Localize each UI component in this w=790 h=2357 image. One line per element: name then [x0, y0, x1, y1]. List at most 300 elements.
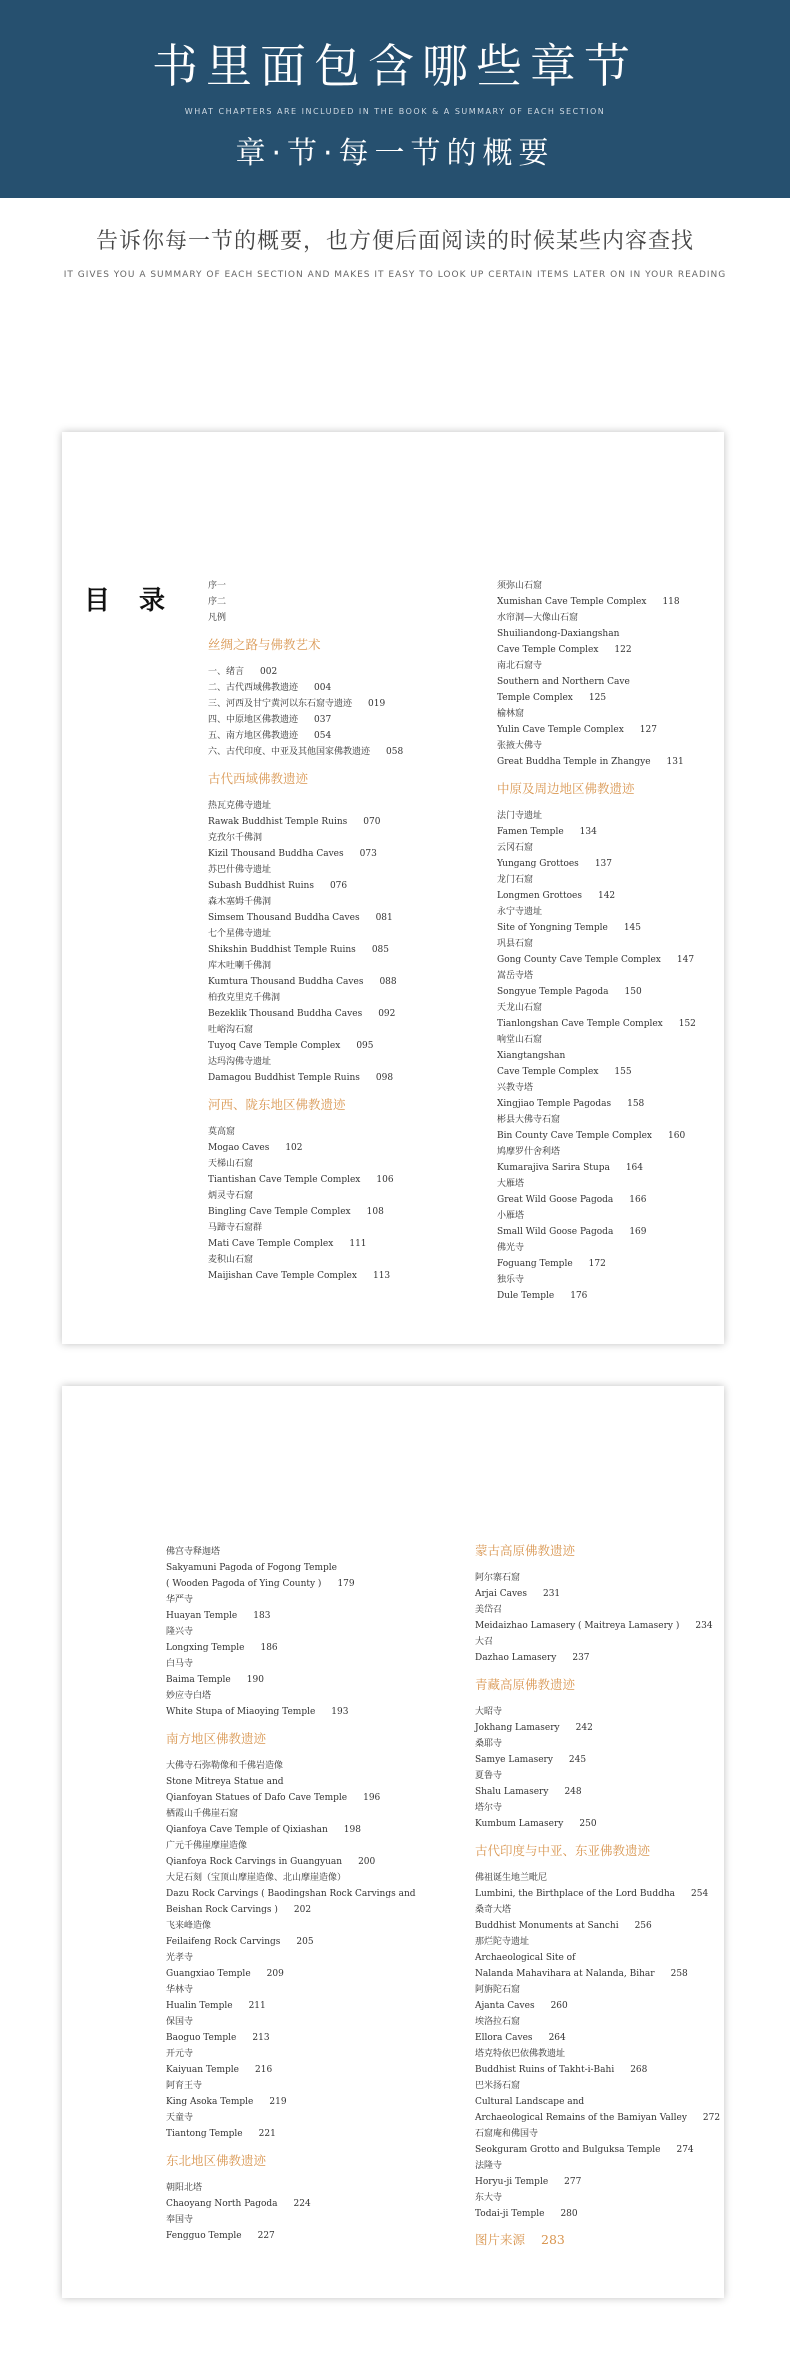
- toc-entry-page: 098: [375, 1073, 394, 1083]
- toc-entry-title: Cave Temple Complex: [497, 645, 599, 655]
- toc-entry-page: 142: [597, 891, 616, 901]
- toc-entry[interactable]: [166, 1544, 406, 1560]
- toc-entry[interactable]: [475, 1752, 720, 1768]
- toc-entry-page: 190: [246, 1675, 264, 1685]
- toc-entry[interactable]: [497, 1032, 722, 1048]
- toc-entry[interactable]: [208, 798, 448, 814]
- toc-entry[interactable]: [208, 814, 448, 830]
- toc-entry[interactable]: [497, 1176, 722, 1192]
- toc-entry-title: 响堂山石窟: [497, 1035, 543, 1045]
- toc-entry-title: Chaoyang North Pagoda: [166, 2199, 278, 2209]
- spacer: [475, 2222, 720, 2232]
- toc-entry[interactable]: [208, 610, 448, 626]
- toc-entry[interactable]: [475, 2174, 720, 2190]
- toc-entry[interactable]: [166, 2180, 406, 2196]
- toc-entry-page: 125: [588, 693, 607, 703]
- toc-entry[interactable]: [166, 2126, 406, 2142]
- toc-entry-page: 106: [376, 1175, 394, 1185]
- toc-entry-title: 天梯山石窟: [208, 1159, 254, 1169]
- toc-entry[interactable]: [475, 2110, 720, 2126]
- toc-entry[interactable]: [166, 1934, 406, 1950]
- toc-entry-title: 华林寺: [166, 1985, 194, 1995]
- toc-entry-title: Tuyoq Cave Temple Complex: [208, 1041, 341, 1051]
- toc-entry[interactable]: [475, 1784, 720, 1800]
- toc-entry[interactable]: [475, 1570, 720, 1586]
- toc-entry[interactable]: [208, 1204, 448, 1220]
- toc-entry[interactable]: [497, 642, 722, 658]
- toc-entry[interactable]: [208, 1220, 448, 1236]
- toc-entry[interactable]: [208, 1268, 448, 1284]
- toc-entry[interactable]: [208, 910, 448, 926]
- toc-entry[interactable]: [475, 1768, 720, 1784]
- toc-entry[interactable]: [166, 1838, 406, 1854]
- toc-entry-page: 260: [550, 2001, 568, 2011]
- toc-entry[interactable]: [497, 1000, 722, 1016]
- toc-entry[interactable]: [166, 2094, 406, 2110]
- toc-entry-page: 205: [296, 1937, 314, 1947]
- toc-entry[interactable]: [497, 856, 722, 872]
- toc-entry[interactable]: [497, 1272, 722, 1288]
- toc-entry-page: 268: [630, 2065, 648, 2075]
- toc-entry[interactable]: [166, 1758, 406, 1774]
- toc-page-1: [62, 432, 724, 1344]
- toc-entry[interactable]: [475, 2126, 720, 2142]
- toc-entry[interactable]: [208, 926, 448, 942]
- toc-entry[interactable]: [208, 846, 448, 862]
- toc-entry[interactable]: [475, 1618, 720, 1634]
- toc-entry-title: 张掖大佛寺: [497, 741, 543, 751]
- toc-entry-title: Todai-ji Temple: [475, 2209, 545, 2219]
- toc-entry[interactable]: [166, 1790, 406, 1806]
- toc-entry-title: 大昭寺: [475, 1707, 503, 1717]
- toc-entry-page: 081: [375, 913, 393, 923]
- toc-entry-title: 佛宫寺释迦塔: [166, 1547, 221, 1557]
- toc-entry-title: 库木吐喇千佛洞: [208, 961, 272, 971]
- toc-entry[interactable]: [497, 674, 722, 690]
- toc-entry-page: 216: [255, 2065, 273, 2075]
- toc-entry-page: 102: [285, 1143, 303, 1153]
- toc-entry[interactable]: [208, 1252, 448, 1268]
- spacer: [475, 1560, 720, 1570]
- toc-entry-page: 166: [629, 1195, 647, 1205]
- toc-entry[interactable]: [208, 696, 448, 712]
- toc-entry[interactable]: [475, 2014, 720, 2030]
- toc-entry[interactable]: [166, 2196, 406, 2212]
- toc-entry[interactable]: [497, 1112, 722, 1128]
- toc-entry-title: 佛祖诞生地兰毗尼: [475, 1873, 548, 1883]
- toc-entry-title: Shalu Lamasery: [475, 1787, 549, 1797]
- toc-entry[interactable]: [166, 2212, 406, 2228]
- toc-entry-title: 隆兴寺: [166, 1627, 194, 1637]
- toc-entry[interactable]: [475, 1982, 720, 1998]
- toc-entry[interactable]: [208, 578, 448, 594]
- toc-entry[interactable]: [166, 1822, 406, 1838]
- toc-entry[interactable]: [497, 824, 722, 840]
- toc-entry-title: 天龙山石窟: [497, 1003, 543, 1013]
- toc-entry-page: 152: [678, 1019, 696, 1029]
- toc-entry-title: Kumtura Thousand Buddha Caves: [208, 977, 364, 987]
- toc-entry[interactable]: [475, 2062, 720, 2078]
- toc-entry-title: Feilaifeng Rock Carvings: [166, 1937, 281, 1947]
- toc-entry-title: 开元寺: [166, 2049, 194, 2059]
- toc-entry-title: 栖霞山千佛崖石窟: [166, 1809, 239, 1819]
- toc-entry-page: 037: [314, 715, 332, 725]
- toc-entry-title: Famen Temple: [497, 827, 564, 837]
- toc-entry[interactable]: [497, 888, 722, 904]
- toc-entry-title: 飞来峰造像: [166, 1921, 212, 1931]
- toc-entry-title: 吐峪沟石窟: [208, 1025, 254, 1035]
- toc-entry[interactable]: [166, 2062, 406, 2078]
- toc-entry[interactable]: [497, 1048, 722, 1064]
- toc-entry[interactable]: [208, 728, 448, 744]
- toc-entry-title: Stone Mitreya Statue and: [166, 1777, 284, 1787]
- toc-entry[interactable]: [166, 1560, 406, 1576]
- toc-entry[interactable]: [166, 1688, 406, 1704]
- toc-entry-title: Dule Temple: [497, 1291, 555, 1301]
- toc-entry-page: 254: [691, 1889, 709, 1899]
- toc-entry[interactable]: [166, 2078, 406, 2094]
- toc-entry[interactable]: [475, 1816, 720, 1832]
- toc-entry[interactable]: [475, 1602, 720, 1618]
- toc-entry[interactable]: [497, 952, 722, 968]
- toc-entry-page: 245: [568, 1755, 587, 1765]
- toc-entry-title: Yulin Cave Temple Complex: [497, 725, 624, 735]
- toc-entry[interactable]: [166, 1624, 406, 1640]
- toc-entry[interactable]: [166, 1870, 406, 1886]
- toc-entry-page: 196: [363, 1793, 381, 1803]
- section-heading: 河西、陇东地区佛教遗迹: [208, 1097, 346, 1112]
- toc-entry[interactable]: [166, 1656, 406, 1672]
- section-heading: 丝绸之路与佛教艺术: [208, 637, 321, 652]
- toc-entry[interactable]: [475, 1720, 720, 1736]
- toc-entry[interactable]: [208, 862, 448, 878]
- toc-entry[interactable]: [475, 1634, 720, 1650]
- toc-entry-page: 264: [548, 2033, 566, 2043]
- toc-entry-title: Maijishan Cave Temple Complex: [208, 1271, 357, 1281]
- toc-entry[interactable]: [208, 1156, 448, 1172]
- section-heading: 东北地区佛教遗迹: [166, 2153, 267, 2168]
- toc-entry-title: Longmen Grottoes: [497, 891, 582, 901]
- toc-entry[interactable]: [208, 1124, 448, 1140]
- toc-entry[interactable]: [166, 2046, 406, 2062]
- toc-entry[interactable]: [497, 706, 722, 722]
- toc-entry[interactable]: [475, 1934, 720, 1950]
- toc-entry-title: Tiantishan Cave Temple Complex: [208, 1175, 361, 1185]
- toc-entry[interactable]: [208, 1054, 448, 1070]
- toc-entry[interactable]: [208, 1172, 448, 1188]
- banner-subtitle-en: WHAT CHAPTERS ARE INCLUDED IN THE BOOK & A SUMMARY OF EACH SECTION: [184, 107, 606, 116]
- toc-entry[interactable]: [497, 1128, 722, 1144]
- spacer: [208, 1114, 448, 1124]
- toc-entry[interactable]: [475, 1918, 720, 1934]
- toc-entry[interactable]: [208, 1070, 448, 1086]
- toc-entry-page: 213: [252, 2033, 270, 2043]
- toc-entry-title: Qianfoya Rock Carvings in Guangyuan: [166, 1857, 343, 1867]
- toc-entry[interactable]: [166, 1854, 406, 1870]
- image-sources-entry[interactable]: [475, 2232, 720, 2248]
- toc-entry[interactable]: [208, 974, 448, 990]
- toc-entry-page: 169: [629, 1227, 647, 1237]
- toc-entry[interactable]: [166, 1576, 406, 1592]
- toc-entry[interactable]: [497, 920, 722, 936]
- section-heading: 蒙古高原佛教遗迹: [475, 1543, 576, 1558]
- toc-entry[interactable]: [166, 2228, 406, 2244]
- toc-entry[interactable]: [497, 936, 722, 952]
- toc-entry-page: 073: [359, 849, 377, 859]
- toc-entry-page: 211: [248, 2001, 266, 2011]
- toc-entry-title: 夏鲁寺: [475, 1771, 503, 1781]
- toc-entry[interactable]: [208, 1236, 448, 1252]
- toc-entry[interactable]: [166, 1950, 406, 1966]
- toc-entry-title: 云冈石窟: [497, 843, 534, 853]
- toc-entry[interactable]: [475, 1950, 720, 1966]
- toc-entry[interactable]: [497, 1064, 722, 1080]
- toc-entry[interactable]: [475, 1886, 720, 1902]
- toc-entry[interactable]: [208, 878, 448, 894]
- toc-entry-page: 164: [625, 1163, 644, 1173]
- toc-entry-page: 076: [329, 881, 348, 891]
- toc-entry-title: 序一: [208, 581, 227, 591]
- toc-entry-page: 145: [623, 923, 642, 933]
- toc-entry[interactable]: [166, 1608, 406, 1624]
- toc-entry-page: 277: [564, 2177, 582, 2187]
- toc-entry-title: 法门寺遗址: [497, 811, 543, 821]
- toc-entry[interactable]: [497, 690, 722, 706]
- toc-entry[interactable]: [475, 2206, 720, 2222]
- toc-entry[interactable]: [208, 712, 448, 728]
- toc-entry[interactable]: [208, 594, 448, 610]
- toc-entry[interactable]: [497, 1208, 722, 1224]
- toc-entry[interactable]: [475, 1650, 720, 1666]
- toc-entry-title: 克孜尔千佛洞: [208, 833, 263, 843]
- toc-entry-title: 须弥山石窟: [497, 581, 543, 591]
- toc-entry[interactable]: [497, 1080, 722, 1096]
- toc-entry-title: King Asoka Temple: [166, 2097, 254, 2107]
- toc-entry[interactable]: [166, 1704, 406, 1720]
- toc-entry-title: 一、绪言: [208, 667, 245, 677]
- toc-entry[interactable]: [208, 664, 448, 680]
- toc-entry-title: 热瓦克佛寺遗址: [208, 801, 272, 811]
- toc-entry-title: Nalanda Mahavihara at Nalanda, Bihar: [475, 1969, 655, 1979]
- toc-entry[interactable]: [497, 738, 722, 754]
- toc-entry-title: Guangxiao Temple: [166, 1969, 251, 1979]
- toc-entry-title: 森木塞姆千佛洞: [208, 897, 272, 907]
- toc-entry[interactable]: [475, 2190, 720, 2206]
- toc-entry[interactable]: [166, 1886, 416, 1902]
- toc-entry[interactable]: [208, 1038, 448, 1054]
- toc-entry[interactable]: [166, 2030, 406, 2046]
- toc-entry-page: 058: [386, 747, 404, 757]
- toc-entry-title: 那烂陀寺遗址: [475, 1937, 530, 1947]
- spacer: [475, 1694, 720, 1704]
- toc-column-left: [166, 1544, 416, 2244]
- toc-entry[interactable]: [208, 894, 448, 910]
- toc-entry-title: 大召: [475, 1637, 494, 1647]
- toc-entry-title: 独乐寺: [497, 1275, 525, 1285]
- toc-column-right: [497, 578, 722, 1304]
- toc-entry[interactable]: [208, 1006, 448, 1022]
- toc-entry-title: 莫高窟: [208, 1127, 236, 1137]
- toc-entry-page: 200: [358, 1857, 376, 1867]
- toc-entry-title: Hualin Temple: [166, 2001, 233, 2011]
- toc-entry-page: 186: [260, 1643, 278, 1653]
- toc-entry[interactable]: [497, 872, 722, 888]
- toc-entry[interactable]: [497, 904, 722, 920]
- spacer: [208, 626, 448, 636]
- toc-entry[interactable]: [208, 990, 448, 1006]
- toc-entry[interactable]: [166, 1592, 406, 1608]
- toc-entry-title: Shikshin Buddhist Temple Ruins: [208, 945, 356, 955]
- toc-entry-page: 085: [371, 945, 389, 955]
- toc-entry-page: 224: [293, 2199, 311, 2209]
- toc-entry[interactable]: [497, 1288, 722, 1304]
- toc-entry-title: Dazu Rock Carvings ( Baodingshan Rock Carvings and: [166, 1889, 416, 1899]
- toc-entry-page: 274: [676, 2145, 694, 2155]
- toc-entry[interactable]: [497, 968, 722, 984]
- spacer: [497, 798, 722, 808]
- toc-entry[interactable]: [497, 984, 722, 1000]
- toc-title: 目 录: [84, 586, 176, 616]
- toc-entry[interactable]: [475, 1704, 720, 1720]
- toc-entry[interactable]: [475, 2142, 720, 2158]
- spacer: [166, 1720, 406, 1730]
- toc-entry[interactable]: [497, 808, 722, 824]
- toc-entry-title: 东大寺: [475, 2193, 503, 2203]
- toc-entry-title: 美岱召: [475, 1605, 503, 1615]
- toc-entry-title: Xingjiao Temple Pagodas: [497, 1099, 612, 1109]
- toc-entry-title: Cultural Landscape and: [475, 2097, 585, 2107]
- toc-entry[interactable]: [166, 1774, 406, 1790]
- toc-entry[interactable]: [166, 1672, 406, 1688]
- toc-entry[interactable]: [166, 1966, 406, 1982]
- toc-entry-page: 234: [695, 1621, 713, 1631]
- toc-entry[interactable]: [166, 2110, 406, 2126]
- toc-entry[interactable]: [497, 840, 722, 856]
- toc-entry[interactable]: [497, 1016, 722, 1032]
- toc-entry[interactable]: [497, 610, 722, 626]
- toc-entry-title: 光孝寺: [166, 1953, 194, 1963]
- toc-entry[interactable]: [208, 958, 448, 974]
- toc-entry[interactable]: [475, 1800, 720, 1816]
- toc-entry-page: 088: [379, 977, 397, 987]
- toc-entry-title: Cave Temple Complex: [497, 1067, 599, 1077]
- toc-entry[interactable]: [208, 1188, 448, 1204]
- toc-entry-title: Arjai Caves: [475, 1589, 527, 1599]
- toc-entry-page: 248: [564, 1787, 582, 1797]
- toc-entry-title: 达玛沟佛寺遗址: [208, 1057, 272, 1067]
- toc-entry-title: 四、中原地区佛教遗迹: [208, 715, 299, 725]
- toc-entry-title: 兴教寺塔: [497, 1083, 534, 1093]
- toc-entry[interactable]: [166, 1998, 406, 2014]
- section-heading: 古代印度与中亚、东亚佛教遗迹: [475, 1843, 651, 1858]
- toc-entry[interactable]: [475, 1902, 720, 1918]
- toc-entry-title: 彬县大佛寺石窟: [497, 1115, 561, 1125]
- toc-entry[interactable]: [497, 1096, 722, 1112]
- toc-entry-title: Archaeological Site of: [475, 1953, 576, 1963]
- toc-entry[interactable]: [166, 1640, 406, 1656]
- toc-entry[interactable]: [208, 1140, 448, 1156]
- toc-entry[interactable]: [497, 1192, 722, 1208]
- toc-entry-title: 序二: [208, 597, 227, 607]
- toc-entry[interactable]: [497, 754, 722, 770]
- toc-entry-title: Bin County Cave Temple Complex: [497, 1131, 653, 1141]
- toc-entry[interactable]: [497, 658, 722, 674]
- toc-entry[interactable]: [208, 1022, 448, 1038]
- toc-entry-title: 麦积山石窟: [208, 1255, 254, 1265]
- toc-entry-title: Seokguram Grotto and Bulguksa Temple: [475, 2145, 661, 2155]
- toc-entry[interactable]: [208, 942, 448, 958]
- toc-entry-page: 202: [293, 1905, 312, 1915]
- toc-entry[interactable]: [166, 2014, 406, 2030]
- toc-entry[interactable]: [475, 1736, 720, 1752]
- toc-entry[interactable]: [497, 1224, 722, 1240]
- toc-entry[interactable]: [475, 2046, 720, 2062]
- toc-entry-page: 283: [541, 2232, 565, 2247]
- section-heading: 中原及周边地区佛教遗迹: [497, 781, 635, 796]
- toc-entry-title: 佛光寺: [497, 1243, 525, 1253]
- toc-entry[interactable]: [497, 1256, 722, 1272]
- banner-title: 书里面包含哪些章节: [152, 39, 638, 93]
- spacer: [166, 2142, 406, 2152]
- toc-entry-title: 马蹄寺石窟群: [208, 1223, 263, 1233]
- toc-column-left: [208, 578, 448, 1284]
- toc-entry-title: 天童寺: [166, 2113, 194, 2123]
- toc-entry[interactable]: [497, 722, 722, 738]
- toc-entry[interactable]: [497, 1144, 722, 1160]
- toc-entry[interactable]: [475, 2094, 720, 2110]
- toc-entry-page: 122: [614, 645, 632, 655]
- toc-entry-title: 大雁塔: [497, 1179, 525, 1189]
- toc-page-2: [62, 1386, 724, 2298]
- toc-entry[interactable]: [166, 1902, 406, 1918]
- toc-entry[interactable]: [497, 594, 722, 610]
- spacer: [475, 1860, 720, 1870]
- toc-entry[interactable]: [208, 830, 448, 846]
- toc-entry-page: 108: [366, 1207, 384, 1217]
- toc-entry[interactable]: [497, 1240, 722, 1256]
- toc-entry[interactable]: [166, 1918, 406, 1934]
- toc-entry-page: 221: [258, 2129, 276, 2139]
- toc-entry-title: 五、南方地区佛教遗迹: [208, 731, 299, 741]
- toc-entry-title: Kaiyuan Temple: [166, 2065, 240, 2075]
- toc-entry[interactable]: [166, 1982, 406, 1998]
- toc-entry[interactable]: [208, 744, 448, 760]
- toc-entry-title: Mati Cave Temple Complex: [208, 1239, 334, 1249]
- toc-entry[interactable]: [497, 626, 722, 642]
- toc-entry-title: 白马寺: [166, 1659, 194, 1669]
- toc-entry[interactable]: [475, 1870, 720, 1886]
- toc-entry-page: 198: [343, 1825, 361, 1835]
- toc-entry[interactable]: [475, 2158, 720, 2174]
- toc-entry-title: Horyu-ji Temple: [475, 2177, 549, 2187]
- toc-entry[interactable]: [475, 1966, 720, 1982]
- toc-entry[interactable]: [166, 1806, 406, 1822]
- toc-entry[interactable]: [475, 2030, 720, 2046]
- toc-entry-title: 嵩岳寺塔: [497, 971, 534, 981]
- toc-entry[interactable]: [208, 680, 448, 696]
- toc-entry[interactable]: [475, 2078, 720, 2094]
- toc-entry-title: Bingling Cave Temple Complex: [208, 1207, 351, 1217]
- section-heading: 古代西域佛教遗迹: [208, 771, 309, 786]
- toc-entry[interactable]: [475, 1998, 720, 2014]
- toc-entry-title: Tianlongshan Cave Temple Complex: [497, 1019, 663, 1029]
- toc-entry[interactable]: [497, 578, 722, 594]
- toc-entry-title: 鸠摩罗什舍利塔: [497, 1147, 561, 1157]
- toc-entry-title: 六、古代印度、中亚及其他国家佛教遗迹: [208, 747, 371, 757]
- toc-entry[interactable]: [475, 1586, 720, 1602]
- toc-entry[interactable]: [497, 1160, 722, 1176]
- toc-entry-title: Xumishan Cave Temple Complex: [497, 597, 647, 607]
